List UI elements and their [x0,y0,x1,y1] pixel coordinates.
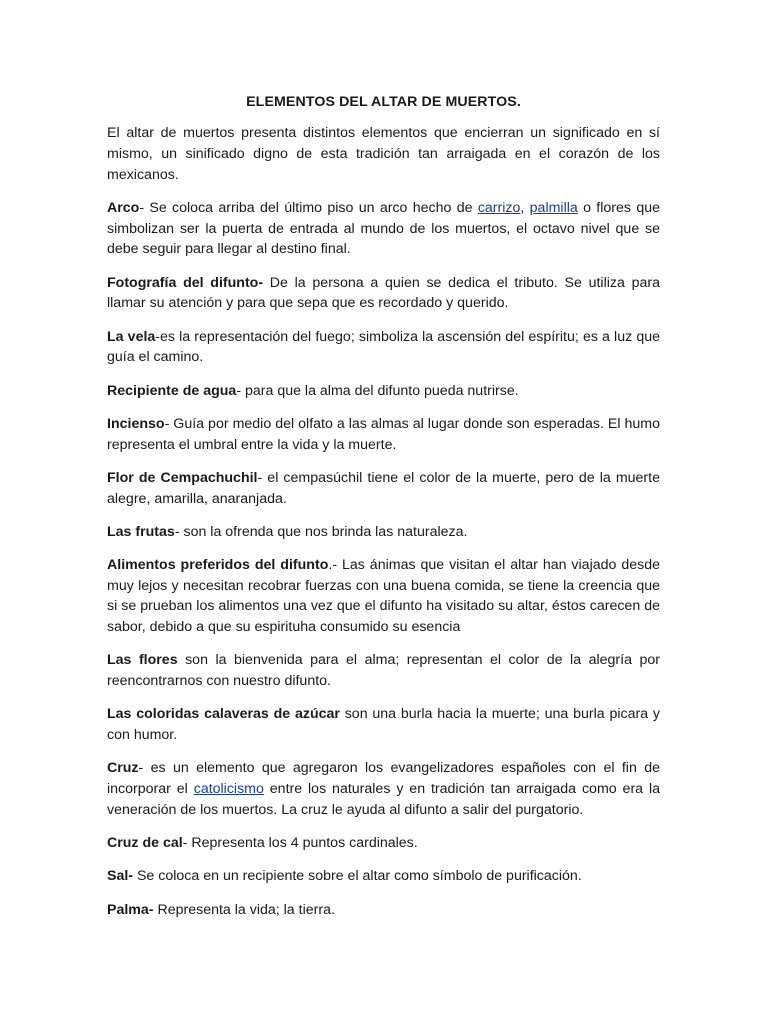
document-page [107,93,660,933]
link-palmilla[interactable]: palmilla [529,199,578,216]
entry-term: Cruz de cal [107,835,183,852]
document-title: ELEMENTOS DEL ALTAR DE MUERTOS. [246,94,521,110]
entry-recipiente-agua [107,381,660,402]
entry-text: -es la representación del fuego; simboliza la ascensión del espíritu; es a luz que guía el camino. [107,328,660,366]
entry-term: Sal- [107,868,134,885]
entry-cruz [107,758,660,820]
entry-text: son una burla hacia la muerte; una burla picara y con humor. [107,706,660,744]
link-carrizo[interactable]: carrizo [477,199,521,216]
entry-text: son la bienvenida para el alma; representan el color de la alegría por reencontrarnos con nuestro difunto. [107,652,660,690]
entry-term: Incienso [107,415,165,432]
link-catolicismo[interactable]: catolicismo [193,781,264,798]
entry-text: Se coloca en un recipiente sobre el altar como símbolo de purificación. [133,868,582,885]
entry-alimentos [107,555,660,638]
entry-arco [107,198,660,260]
entry-calaveras [107,704,660,746]
entry-term: Las frutas [107,523,175,540]
entry-text: o flores que simbolizan ser la puerta de entrada al mundo de los muertos, el octavo nivel que se debe seguir para llegar al destino final. [107,199,660,258]
entry-text: entre los naturales y en tradición tan arraigada como era la veneración de los muertos. La cruz le ayuda al difunto a salir del purgatorio. [107,781,660,819]
entry-term: Las coloridas calaveras de azúcar [107,706,340,723]
entry-term: La vela [107,328,156,345]
entry-text: De la persona a quien se dedica el tributo. Se utiliza para llamar su atención y para que sepa que es recordado y querido. [107,274,660,312]
entry-flor-cempachuchil [107,468,660,510]
entry-frutas [107,522,660,543]
entry-text: - el cempasúchil tiene el color de la muerte, pero de la muerte alegre, amarilla, anaranjada. [107,469,660,507]
entry-term: Las flores [107,652,178,669]
entry-term: Palma- [107,901,154,918]
entry-separator: , [520,199,530,216]
entry-vela [107,327,660,369]
entry-text: - para que la alma del difunto pueda nutrirse. [236,382,519,399]
entry-term: Alimentos preferidos del difunto [107,556,329,573]
entry-term: Cruz [107,760,139,777]
entry-term: Arco [107,199,140,216]
entry-sal [107,866,660,887]
entry-term: Recipiente de agua [107,382,237,399]
entry-term: Flor de Cempachuchil [107,469,258,486]
entry-text: - es un elemento que agregaron los evangelizadores españoles con el fin de incorporar el [107,760,660,798]
intro-paragraph: El altar de muertos presenta distintos elementos que encierran un significado en sí mismo, un sinificado digno de esta tradición tan arraigada en el corazón de los mexicanos. [107,125,660,183]
entry-text: - Guía por medio del olfato a las almas al lugar donde son esperadas. El humo representa el umbral entre la vida y la muerte. [107,415,660,453]
entry-text: Representa la vida; la tierra. [153,901,335,918]
entry-term: Fotografía del difunto- [107,274,264,291]
entry-incienso [107,414,660,456]
entry-fotografia [107,273,660,315]
entry-text: - son la ofrenda que nos brinda las naturaleza. [174,523,468,540]
entry-cruz-de-cal [107,833,660,854]
entry-palma [107,900,660,921]
entry-flores [107,650,660,692]
entry-text: - Representa los 4 puntos cardinales. [182,835,418,852]
entry-text: .- Las ánimas que visitan el altar han viajado desde muy lejos y necesitan recobrar fuerzas con una buena comida, se tiene la creencia que si se prueban los alimentos una vez que el difunto ha visitado su altar, éstos carecen de sabor, debido a que su espirituha consumido su esencia [107,556,660,636]
entry-text: - Se coloca arriba del último piso un arco hecho de [139,199,478,216]
